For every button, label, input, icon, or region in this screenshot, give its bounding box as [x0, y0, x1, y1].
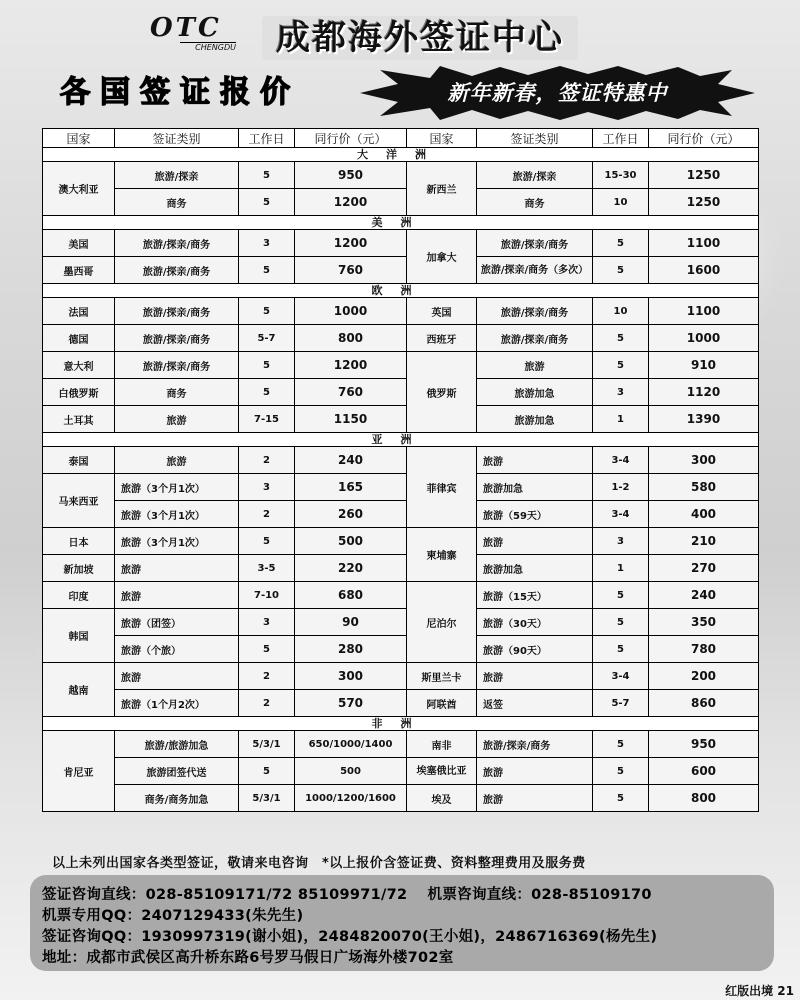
visa-type: 旅游 [115, 406, 239, 433]
price: 210 [649, 528, 759, 555]
work-days: 5 [593, 352, 649, 379]
work-days: 5 [239, 298, 295, 325]
visa-type: 旅游（59天） [477, 501, 593, 528]
col-header: 国家 [43, 129, 115, 148]
price: 1200 [295, 352, 407, 379]
visa-type: 旅游 [477, 758, 593, 785]
price: 300 [649, 447, 759, 474]
visa-type: 旅游 [115, 582, 239, 609]
table-row [43, 406, 759, 433]
price: 200 [649, 663, 759, 690]
visa-type: 商务 [115, 189, 239, 216]
table-row [43, 731, 759, 758]
work-days: 2 [239, 501, 295, 528]
visa-type: 商务 [477, 189, 593, 216]
visa-type: 旅游 [115, 663, 239, 690]
price: 760 [295, 379, 407, 406]
contact-phone-line: 签证咨询直线：028-85109171/72 85109971/72 机票咨询直线：028-85109170 [42, 887, 652, 903]
price: 400 [649, 501, 759, 528]
visa-price-table [42, 128, 759, 812]
country-name: 加拿大 [407, 230, 477, 284]
visa-type: 旅游（个旅） [115, 636, 239, 663]
section-label: 美洲 [43, 216, 759, 230]
country-name: 越南 [43, 663, 115, 717]
work-days: 5 [239, 636, 295, 663]
section-row-europe [43, 284, 759, 298]
price: 165 [295, 474, 407, 501]
col-header: 工作日 [593, 129, 649, 148]
price: 240 [649, 582, 759, 609]
work-days: 5 [239, 352, 295, 379]
price: 1000 [649, 325, 759, 352]
visa-type: 旅游/探亲/商务 [115, 298, 239, 325]
country-name: 泰国 [43, 447, 115, 474]
work-days: 5 [593, 609, 649, 636]
work-days: 5 [593, 325, 649, 352]
visa-type: 旅游/探亲/商务 [477, 731, 593, 758]
work-days: 3 [593, 379, 649, 406]
section-label: 大洋洲 [43, 148, 759, 162]
country-name: 白俄罗斯 [43, 379, 115, 406]
price: 800 [649, 785, 759, 812]
table-row [43, 257, 759, 284]
country-name: 日本 [43, 528, 115, 555]
country-name: 韩国 [43, 609, 115, 663]
visa-type: 旅游/探亲/商务 [477, 325, 593, 352]
country-name: 新加坡 [43, 555, 115, 582]
country-name: 西班牙 [407, 325, 477, 352]
visa-type: 旅游/旅游加急 [115, 731, 239, 758]
table-row [43, 785, 759, 812]
visa-type: 旅游加急 [477, 555, 593, 582]
visa-type: 旅游/探亲/商务 [115, 230, 239, 257]
visa-type: 旅游 [477, 447, 593, 474]
visa-type: 旅游（3个月1次） [115, 474, 239, 501]
table-row [43, 189, 759, 216]
table-row [43, 582, 759, 609]
visa-type: 旅游 [477, 528, 593, 555]
logo-text: OTC [150, 13, 222, 43]
work-days: 2 [239, 447, 295, 474]
section-label: 非洲 [43, 717, 759, 731]
work-days: 3 [239, 474, 295, 501]
contact-ticket-qq: 机票专用QQ：2407129433(朱先生) [42, 908, 304, 924]
price: 1250 [649, 189, 759, 216]
price: 1120 [649, 379, 759, 406]
visa-type: 旅游（90天） [477, 636, 593, 663]
country-name: 柬埔寨 [407, 528, 477, 582]
work-days: 3 [239, 609, 295, 636]
work-days: 10 [593, 189, 649, 216]
price: 270 [649, 555, 759, 582]
price: 860 [649, 690, 759, 717]
contact-box [30, 875, 774, 971]
contact-visa-qq: 签证咨询QQ：1930997319(谢小姐)，2484820070(王小姐)，2486716369(杨先生) [42, 929, 658, 945]
table-row [43, 379, 759, 406]
col-header: 工作日 [239, 129, 295, 148]
work-days: 3 [239, 230, 295, 257]
logo-subtext: CHENGDU [180, 42, 236, 52]
section-row-africa [43, 717, 759, 731]
work-days: 3 [593, 528, 649, 555]
price: 350 [649, 609, 759, 636]
country-name: 意大利 [43, 352, 115, 379]
section-row-oceania [43, 148, 759, 162]
work-days: 7-15 [239, 406, 295, 433]
country-name: 南非 [407, 731, 477, 758]
price: 90 [295, 609, 407, 636]
work-days: 3-4 [593, 501, 649, 528]
table-row [43, 325, 759, 352]
visa-type: 旅游加急 [477, 406, 593, 433]
visa-type: 旅游加急 [477, 379, 593, 406]
work-days: 5 [239, 379, 295, 406]
table-row [43, 474, 759, 501]
work-days: 5 [239, 758, 295, 785]
table-row [43, 663, 759, 690]
price: 240 [295, 447, 407, 474]
work-days: 1 [593, 406, 649, 433]
country-name: 德国 [43, 325, 115, 352]
header [0, 0, 800, 124]
price: 600 [649, 758, 759, 785]
country-name: 阿联酋 [407, 690, 477, 717]
country-name: 英国 [407, 298, 477, 325]
work-days: 5 [593, 731, 649, 758]
col-header: 签证类别 [477, 129, 593, 148]
col-header: 签证类别 [115, 129, 239, 148]
price: 1390 [649, 406, 759, 433]
visa-type: 返签 [477, 690, 593, 717]
work-days: 5 [239, 528, 295, 555]
page-title: 成都海外签证中心 [262, 16, 578, 60]
visa-type: 旅游/探亲/商务 [477, 230, 593, 257]
price: 220 [295, 555, 407, 582]
work-days: 5-7 [593, 690, 649, 717]
price: 650/1000/1400 [295, 731, 407, 758]
table-row [43, 501, 759, 528]
price: 950 [295, 162, 407, 189]
country-name: 土耳其 [43, 406, 115, 433]
work-days: 1-2 [593, 474, 649, 501]
country-name: 菲律宾 [407, 447, 477, 528]
price: 500 [295, 528, 407, 555]
visa-type: 旅游 [477, 785, 593, 812]
visa-type: 旅游（15天） [477, 582, 593, 609]
section-label: 亚洲 [43, 433, 759, 447]
work-days: 5 [239, 162, 295, 189]
visa-type: 旅游（团签） [115, 609, 239, 636]
price: 780 [649, 636, 759, 663]
price: 1250 [649, 162, 759, 189]
table-row [43, 162, 759, 189]
work-days: 3-4 [593, 447, 649, 474]
country-name: 马来西亚 [43, 474, 115, 528]
visa-type: 旅游/探亲 [115, 162, 239, 189]
country-name: 俄罗斯 [407, 352, 477, 433]
visa-type: 旅游（3个月1次） [115, 501, 239, 528]
visa-type: 旅游/探亲/商务 [477, 298, 593, 325]
price: 300 [295, 663, 407, 690]
price: 1200 [295, 230, 407, 257]
visa-type: 旅游 [115, 447, 239, 474]
table-row [43, 555, 759, 582]
work-days: 7-10 [239, 582, 295, 609]
table-row [43, 690, 759, 717]
page-number-label: 红版出境 21 [725, 984, 794, 998]
price: 680 [295, 582, 407, 609]
work-days: 5-7 [239, 325, 295, 352]
work-days: 3-5 [239, 555, 295, 582]
work-days: 5 [593, 230, 649, 257]
table-row [43, 230, 759, 257]
otc-logo [150, 14, 236, 56]
promo-banner [360, 66, 755, 120]
table-row [43, 447, 759, 474]
country-name: 法国 [43, 298, 115, 325]
work-days: 10 [593, 298, 649, 325]
footnote: 以上未列出国家各类型签证，敬请来电咨询 *以上报价含签证费、资料整理费用及服务费 [52, 856, 586, 871]
price: 1100 [649, 230, 759, 257]
visa-type: 商务/商务加急 [115, 785, 239, 812]
visa-type: 旅游（3个月1次） [115, 528, 239, 555]
work-days: 3-4 [593, 663, 649, 690]
table-header-row [43, 129, 759, 148]
visa-type: 旅游（30天） [477, 609, 593, 636]
work-days: 15-30 [593, 162, 649, 189]
section-row-americas [43, 216, 759, 230]
price: 1600 [649, 257, 759, 284]
visa-type: 商务 [115, 379, 239, 406]
col-header: 同行价（元） [649, 129, 759, 148]
visa-type: 旅游/探亲/商务 [115, 325, 239, 352]
price: 580 [649, 474, 759, 501]
table-row [43, 636, 759, 663]
visa-type: 旅游/探亲/商务 [115, 352, 239, 379]
price: 1000/1200/1600 [295, 785, 407, 812]
work-days: 1 [593, 555, 649, 582]
section-row-asia [43, 433, 759, 447]
country-name: 新西兰 [407, 162, 477, 216]
work-days: 2 [239, 663, 295, 690]
price: 500 [295, 758, 407, 785]
visa-type: 旅游团签代送 [115, 758, 239, 785]
table-row [43, 352, 759, 379]
country-name: 埃塞俄比亚 [407, 758, 477, 785]
price: 760 [295, 257, 407, 284]
visa-type: 旅游 [477, 352, 593, 379]
section-label: 欧洲 [43, 284, 759, 298]
price: 280 [295, 636, 407, 663]
page-subtitle: 各国签证报价 [60, 75, 300, 110]
price: 950 [649, 731, 759, 758]
work-days: 5 [593, 257, 649, 284]
country-name: 肯尼亚 [43, 731, 115, 812]
country-name: 澳大利亚 [43, 162, 115, 216]
visa-type: 旅游/探亲/商务 [115, 257, 239, 284]
contact-address: 地址：成都市武侯区高升桥东路6号罗马假日广场海外楼702室 [42, 950, 454, 966]
country-name: 美国 [43, 230, 115, 257]
work-days: 5 [593, 582, 649, 609]
country-name: 斯里兰卡 [407, 663, 477, 690]
visa-type: 旅游加急 [477, 474, 593, 501]
price: 570 [295, 690, 407, 717]
work-days: 5/3/1 [239, 785, 295, 812]
banner-text: 新年新春，签证特惠中 [447, 81, 668, 105]
work-days: 5/3/1 [239, 731, 295, 758]
price: 1100 [649, 298, 759, 325]
price: 1200 [295, 189, 407, 216]
work-days: 5 [593, 758, 649, 785]
country-name: 墨西哥 [43, 257, 115, 284]
table-row [43, 528, 759, 555]
price: 1150 [295, 406, 407, 433]
table-row [43, 298, 759, 325]
table-row [43, 609, 759, 636]
col-header: 国家 [407, 129, 477, 148]
visa-type: 旅游 [115, 555, 239, 582]
visa-type: 旅游（1个月2次） [115, 690, 239, 717]
country-name: 埃及 [407, 785, 477, 812]
visa-type: 旅游 [477, 663, 593, 690]
price: 260 [295, 501, 407, 528]
work-days: 5 [239, 257, 295, 284]
price: 1000 [295, 298, 407, 325]
work-days: 5 [593, 785, 649, 812]
work-days: 5 [239, 189, 295, 216]
visa-type: 旅游/探亲/商务（多次） [477, 257, 593, 284]
work-days: 2 [239, 690, 295, 717]
country-name: 尼泊尔 [407, 582, 477, 663]
price: 800 [295, 325, 407, 352]
price: 910 [649, 352, 759, 379]
visa-type: 旅游/探亲 [477, 162, 593, 189]
work-days: 5 [593, 636, 649, 663]
table-row [43, 758, 759, 785]
country-name: 印度 [43, 582, 115, 609]
col-header: 同行价（元） [295, 129, 407, 148]
